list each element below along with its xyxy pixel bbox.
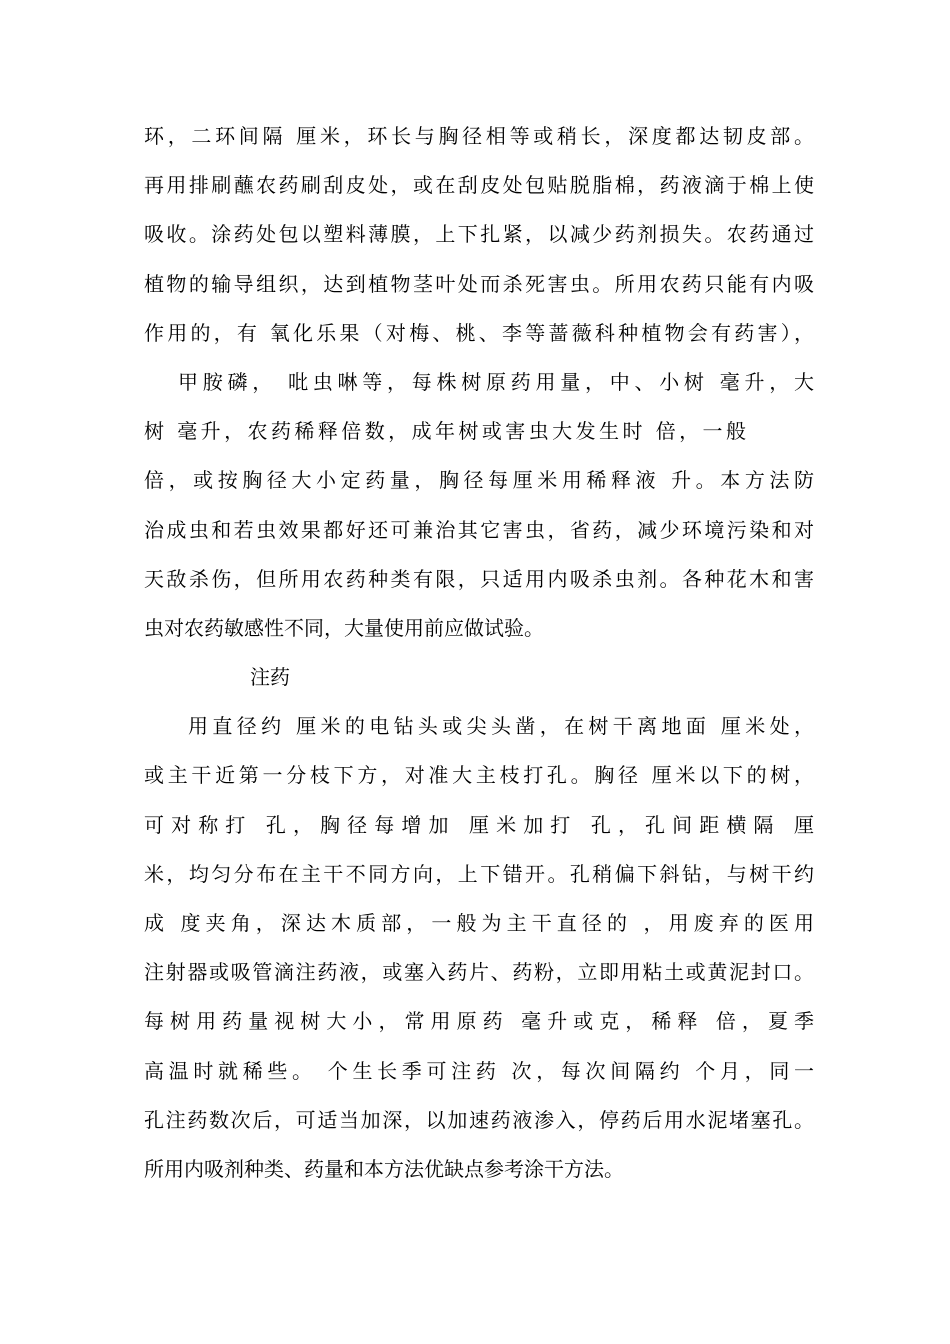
text-line: 甲胺磷， 吡虫啉等，每株树原药用量，中、小树 毫升，大: [178, 369, 814, 394]
text-line: 孔注药数次后，可适当加深，以加速药液渗入，停药后用水泥堵塞孔。: [144, 1107, 814, 1132]
text-line: 所用内吸剂种类、药量和本方法优缺点参考涂干方法。: [144, 1156, 624, 1181]
body-text: [144, 116, 814, 1198]
text-line: 植物的输导组织，达到植物茎叶处而杀死害虫。所用农药只能有内吸: [144, 271, 814, 296]
text-line: 成 度夹角，深达木质部，一般为主干直径的 ，用废弃的医用: [144, 911, 814, 935]
text-line: 每树用药量视树大小，常用原药 毫升或克，稀释 倍，夏季: [144, 1009, 814, 1034]
text-line: 注射器或吸管滴注药液，或塞入药片、药粉，立即用粘土或黄泥封口。: [144, 960, 814, 985]
text-line: 可对称打 孔，胸径每增加 厘米加打 孔，孔间距横隔 厘: [144, 812, 814, 837]
text-line: 高温时就稀些。 个生长季可注药 次，每次间隔约 个月，同一: [144, 1058, 814, 1083]
text-line: 树 毫升，农药稀释倍数，成年树或害虫大发生时 倍，一般: [144, 419, 746, 444]
text-line: 吸收。涂药处包以塑料薄膜，上下扎紧，以减少药剂损失。农药通过: [144, 222, 814, 247]
text-line: 用直径约 厘米的电钻头或尖头凿，在树干离地面 厘米处，: [188, 714, 814, 739]
text-line: 作用的，有 氧化乐果（对梅、桃、李等蔷薇科种植物会有药害），: [144, 320, 814, 345]
text-line: 环，二环间隔 厘米，环长与胸径相等或稍长，深度都达韧皮部。: [144, 124, 814, 148]
section-heading: 注药: [250, 665, 290, 690]
text-line: 再用排刷蘸农药刷刮皮处，或在刮皮处包贴脱脂棉，药液滴于棉上使: [144, 173, 814, 198]
text-line: 虫对农药敏感性不同，大量使用前应做试验。: [144, 615, 544, 640]
text-line: 天敌杀伤，但所用农药种类有限，只适用内吸杀虫剂。各种花木和害: [144, 566, 814, 591]
text-line: 或主干近第一分枝下方，对准大主枝打孔。胸径 厘米以下的树，: [144, 763, 814, 788]
text-line: 倍，或按胸径大小定药量，胸径每厘米用稀释液 升。本方法防: [144, 468, 814, 493]
text-line: 治成虫和若虫效果都好还可兼治其它害虫，省药，减少环境污染和对: [144, 517, 814, 542]
text-line: 米，均匀分布在主干不同方向，上下错开。孔稍偏下斜钻，与树干约: [144, 861, 814, 886]
